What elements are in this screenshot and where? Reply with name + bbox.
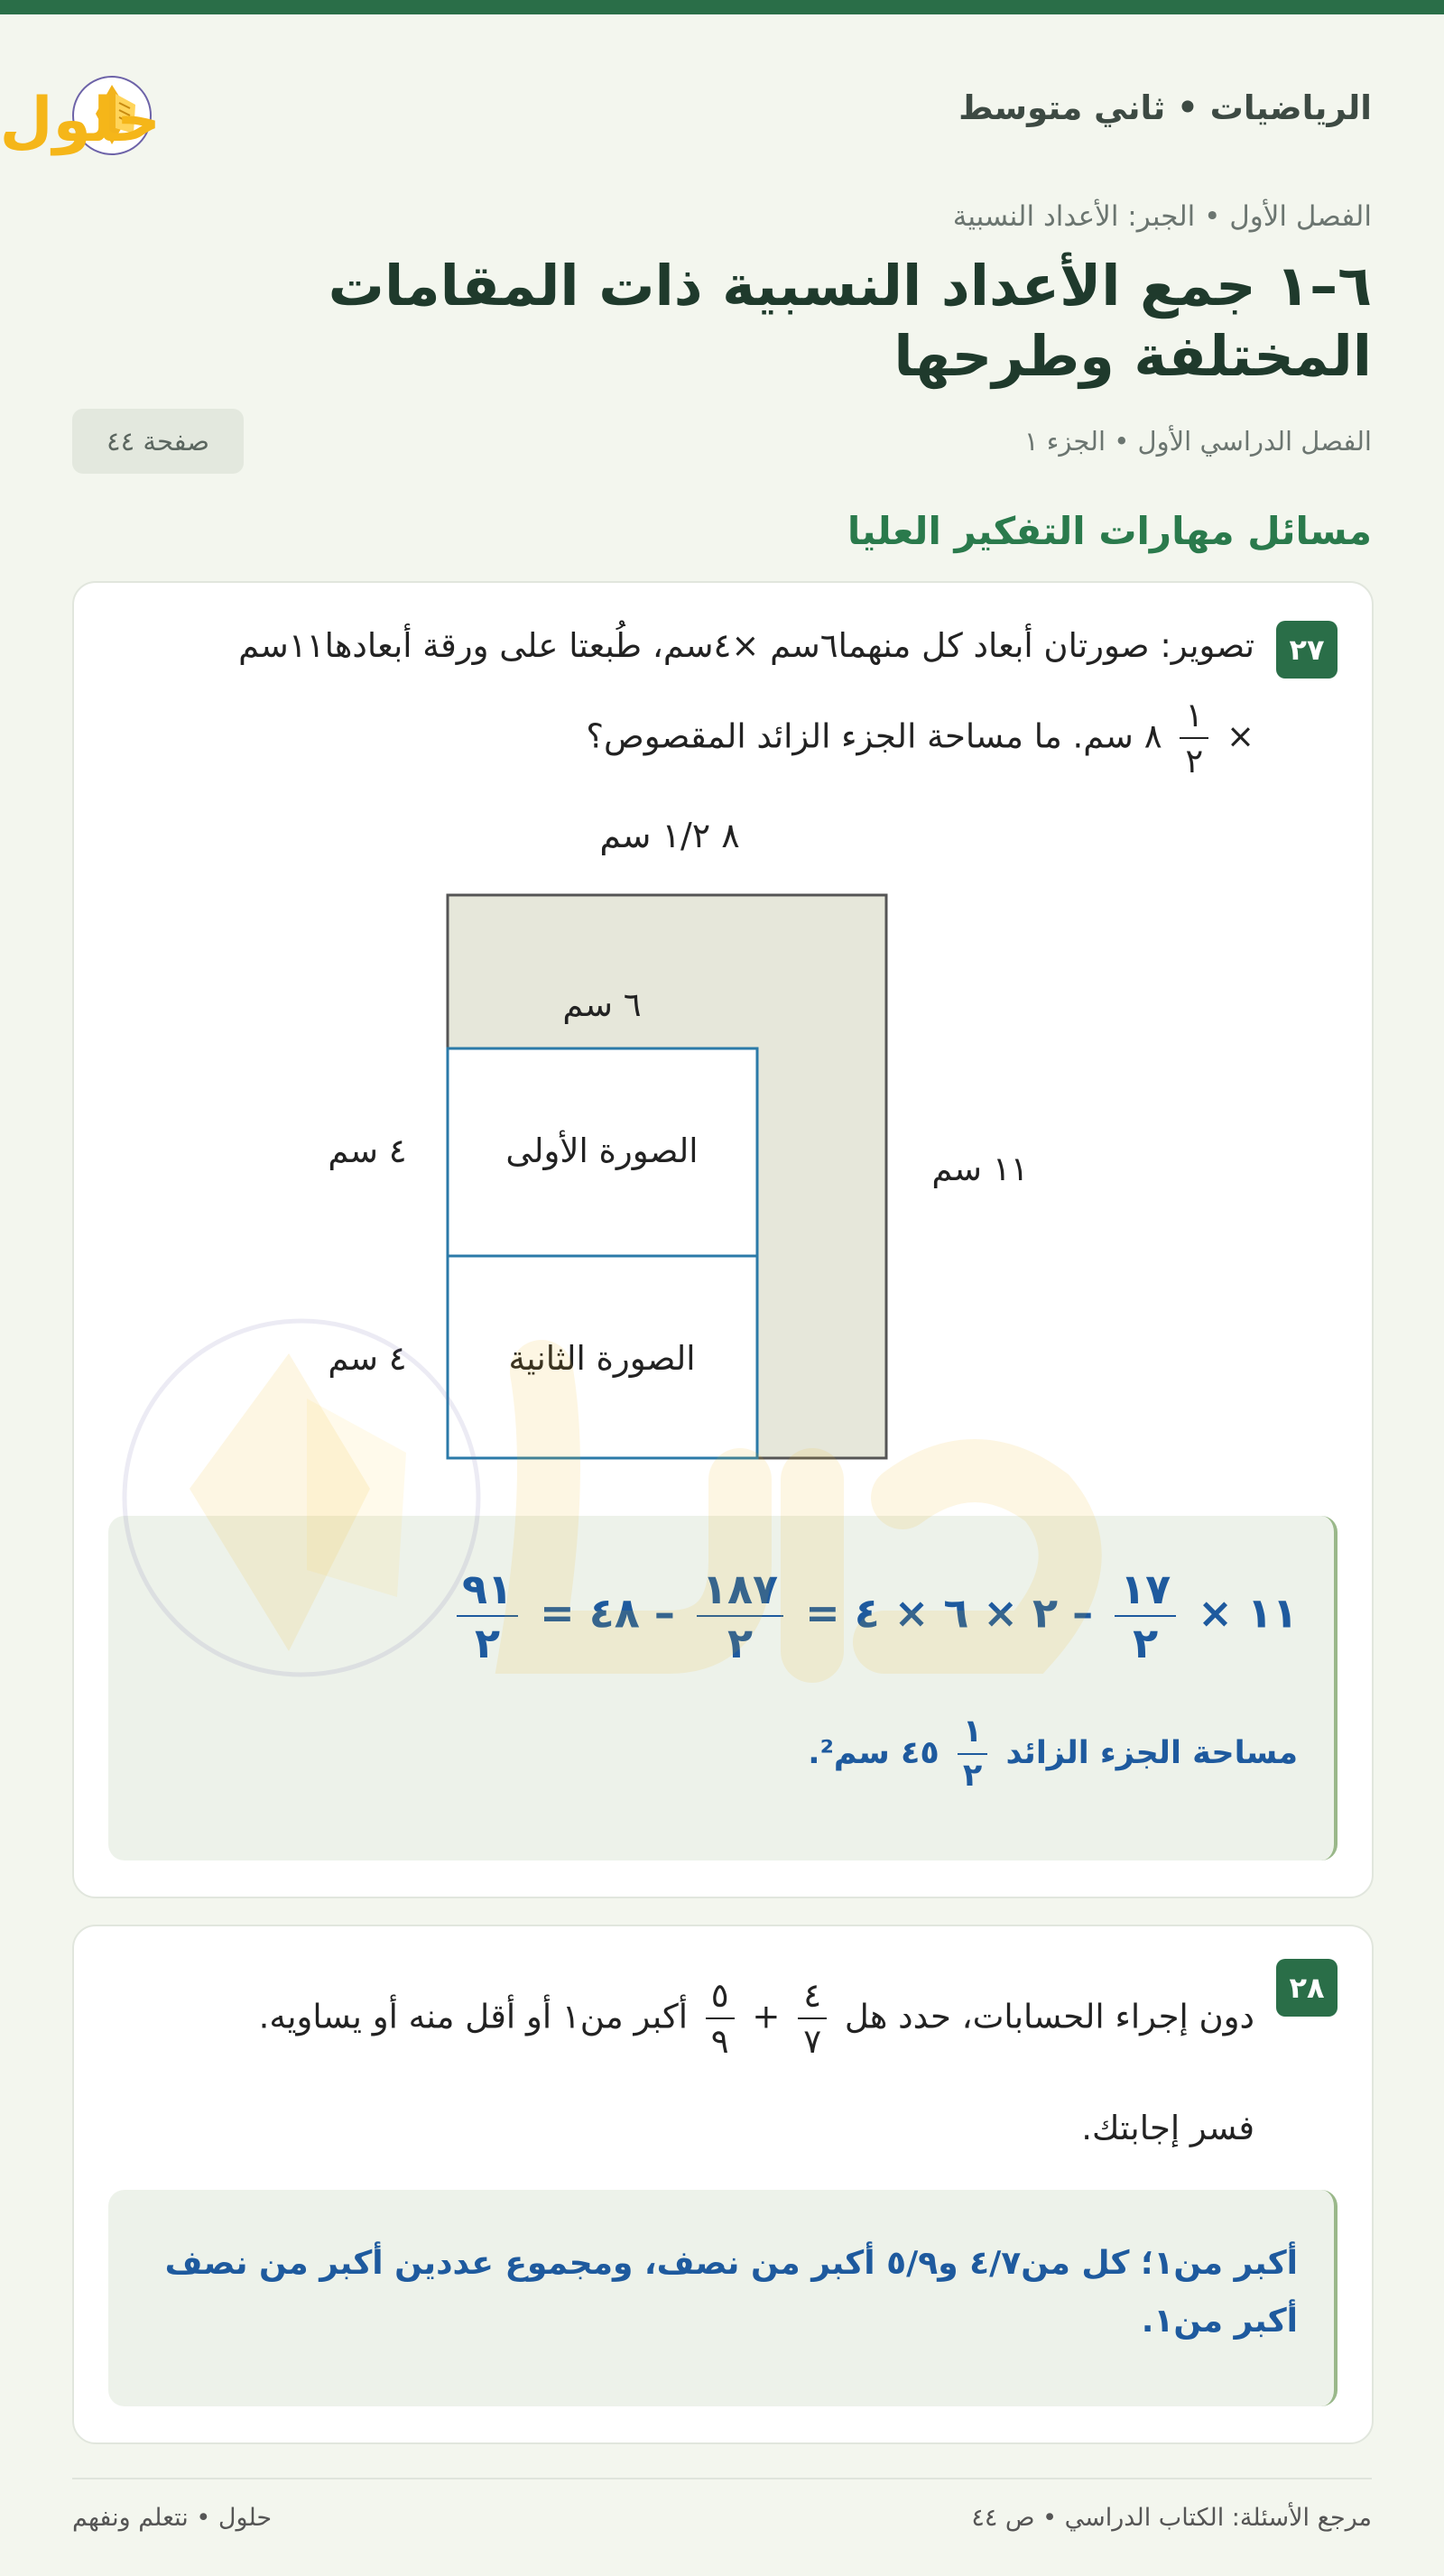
equation-part-a: ١١ × [1198, 1588, 1298, 1638]
question-card-27 [72, 581, 1374, 1898]
question-text-line2: فسر إجابتك. [1081, 2109, 1254, 2147]
fraction-denominator: ٧ [803, 2022, 822, 2061]
fraction-half [1180, 698, 1208, 778]
plus-sign: + [752, 1997, 781, 2036]
question-text-prefix: دون إجراء الحسابات، حدد هل [844, 1997, 1254, 2036]
site-logo[interactable] [0, 58, 323, 166]
result-suffix: ٤٥ سم². [808, 1735, 940, 1771]
fraction-denominator: ٢ [1133, 1619, 1159, 1667]
equation-part-c: – ٤٨ = [540, 1588, 675, 1638]
paper-width-label: ٨ ١/٢ سم [599, 816, 740, 855]
fraction-numerator: ٤ [798, 1979, 827, 2019]
photo1-label: الصورة الأولى [505, 1131, 699, 1170]
fraction-denominator: ٢ [962, 1758, 983, 1794]
question-text-line1 [258, 1976, 1254, 2061]
logo-text: حلول [0, 85, 161, 156]
answer-result [808, 1713, 1298, 1794]
page-title: ٦–١ جمع الأعداد النسبية ذات المقامات المختلفة وطرحها [328, 253, 1372, 389]
question-card-28 [72, 1925, 1374, 2444]
term-label: الفصل الدراسي الأول • الجزء ١ [1023, 426, 1372, 457]
photo2-label: الصورة الثانية [508, 1339, 696, 1378]
equation-part-b: – ٢ × ٦ × ٤ = [805, 1588, 1094, 1638]
fraction-four-sevenths [798, 1976, 827, 2061]
result-prefix: مساحة الجزء الزائد [1005, 1735, 1298, 1771]
question-text-suffix: ٨ سم. ما مساحة الجزء الزائد المقصوص؟ [586, 716, 1162, 756]
photo1-height-label: ٤ سم [328, 1131, 407, 1170]
section-title: مسائل مهارات التفكير العليا [847, 509, 1372, 553]
logo-icon [0, 58, 323, 166]
fraction-numerator: ١٧ [1115, 1568, 1176, 1617]
question-number-badge: ٢٧ [1276, 621, 1338, 679]
photo2-height-label: ٤ سم [328, 1339, 407, 1378]
fraction-numerator: ١ [958, 1716, 987, 1755]
footer-divider [72, 2478, 1372, 2479]
question-text-suffix: أكبر من١ أو أقل منه أو يساويه. [258, 1997, 688, 2036]
equation-fraction-3 [457, 1565, 518, 1667]
answer-box-27 [108, 1516, 1338, 1860]
answer-text: أكبر من١؛ كل من٤/٧ و٥/٩ أكبر من نصف، ومجموع عددين أكبر من نصف أكبر من١. [164, 2245, 1298, 2340]
answer-equation [449, 1565, 1298, 1667]
breadcrumb: الفصل الأول • الجبر: الأعداد النسبية [952, 200, 1372, 233]
result-fraction [958, 1713, 987, 1794]
paper-height-label: ١١ سم [931, 1150, 1029, 1188]
fraction-denominator: ٢ [475, 1619, 501, 1667]
fraction-denominator: ٩ [710, 2022, 729, 2061]
equation-fraction-2 [697, 1565, 783, 1667]
fraction-numerator: ١٨٧ [697, 1568, 783, 1617]
question-number-badge: ٢٨ [1276, 1959, 1338, 2017]
fraction-numerator: ٥ [706, 1979, 735, 2019]
footer-reference: مرجع الأسئلة: الكتاب الدراسي • ص ٤٤ [971, 2504, 1372, 2532]
fraction-denominator: ٢ [727, 1619, 754, 1667]
paper-diagram [74, 799, 1372, 1485]
times-sign: × [1226, 716, 1254, 756]
question-text-line1: تصوير: صورتان أبعاد كل منهما٦سم ×٤سم، طُبعتا على ورقة أبعادها١١سم [238, 626, 1254, 665]
fraction-denominator: ٢ [1185, 742, 1204, 780]
page-badge: صفحة ٤٤ [72, 409, 244, 474]
fraction-numerator: ٩١ [457, 1568, 518, 1617]
equation-fraction-1 [1115, 1565, 1176, 1667]
fraction-five-ninths [706, 1976, 735, 2061]
top-accent-bar [0, 0, 1444, 14]
footer-brand: حلول • نتعلم ونفهم [72, 2504, 273, 2532]
answer-box-28 [108, 2190, 1338, 2406]
fraction-numerator: ١ [1180, 698, 1208, 739]
photo-width-label: ٦ سم [562, 985, 642, 1024]
subject-label: الرياضيات • ثاني متوسط [958, 88, 1372, 127]
question-text-line2 [586, 698, 1254, 778]
